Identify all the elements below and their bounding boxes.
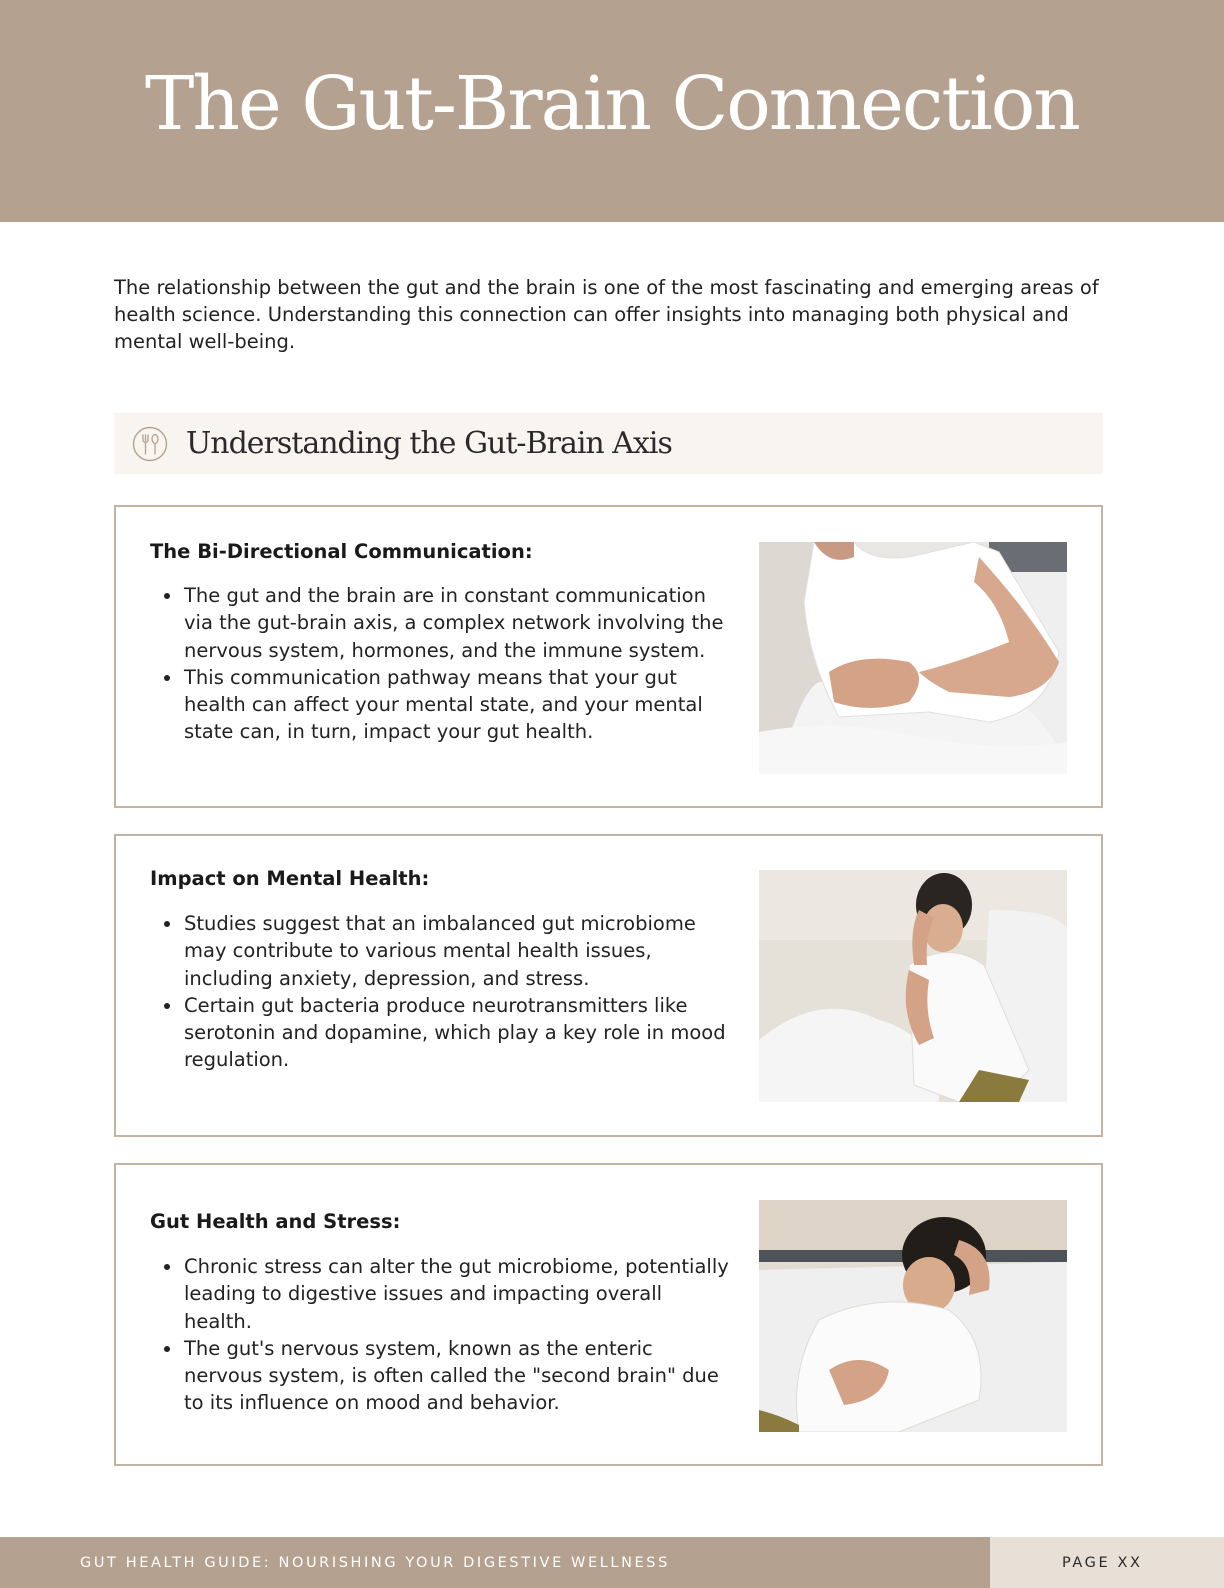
section-header xyxy=(114,413,1103,474)
page-number: PAGE XX xyxy=(1062,1554,1143,1571)
bullet-item: Studies suggest that an imbalanced gut microbiome may contribute to various mental health issues, including anxiety, depression, and stress. xyxy=(152,910,732,992)
bullet-item: The gut and the brain are in constant communication via the gut-brain axis, a complex network involving the nervous system, hormones, and the immune system. xyxy=(152,582,732,664)
card-title: The Bi-Directional Communication: xyxy=(150,540,533,563)
bullet-list xyxy=(152,910,732,1074)
page-title: The Gut-Brain Connection xyxy=(145,61,1079,147)
photo-woman-stress-lying xyxy=(759,1200,1067,1432)
footer-guide-title: GUT HEALTH GUIDE: NOURISHING YOUR DIGESTIVE WELLNESS xyxy=(80,1554,670,1571)
section-title: Understanding the Gut-Brain Axis xyxy=(186,426,672,461)
footer-guide-bar xyxy=(0,1537,990,1588)
header-banner xyxy=(0,0,1224,222)
fork-spoon-icon xyxy=(132,426,168,462)
photo-woman-holding-stomach xyxy=(759,542,1067,774)
card-title: Gut Health and Stress: xyxy=(150,1210,401,1233)
bullet-item: This communication pathway means that your gut health can affect your mental state, and your mental state can, in turn, impact your gut health. xyxy=(152,664,732,746)
photo-woman-headache-bed xyxy=(759,870,1067,1102)
info-card-communication xyxy=(114,505,1103,808)
footer-page-box xyxy=(990,1537,1224,1588)
info-card-stress xyxy=(114,1163,1103,1466)
intro-paragraph: The relationship between the gut and the brain is one of the most fascinating and emerging areas of health science. Understanding this connection can offer insights into managing both physical and mental well-being. xyxy=(114,276,1099,353)
card-title: Impact on Mental Health: xyxy=(150,867,430,890)
bullet-item: Certain gut bacteria produce neurotransmitters like serotonin and dopamine, which play a key role in mood regulation. xyxy=(152,992,732,1074)
bullet-list xyxy=(152,582,732,746)
bullet-item: The gut's nervous system, known as the enteric nervous system, is often called the "second brain" due to its influence on mood and behavior. xyxy=(152,1335,732,1417)
bullet-list xyxy=(152,1253,732,1417)
info-card-mental-health xyxy=(114,834,1103,1137)
bullet-item: Chronic stress can alter the gut microbiome, potentially leading to digestive issues and impacting overall health. xyxy=(152,1253,732,1335)
